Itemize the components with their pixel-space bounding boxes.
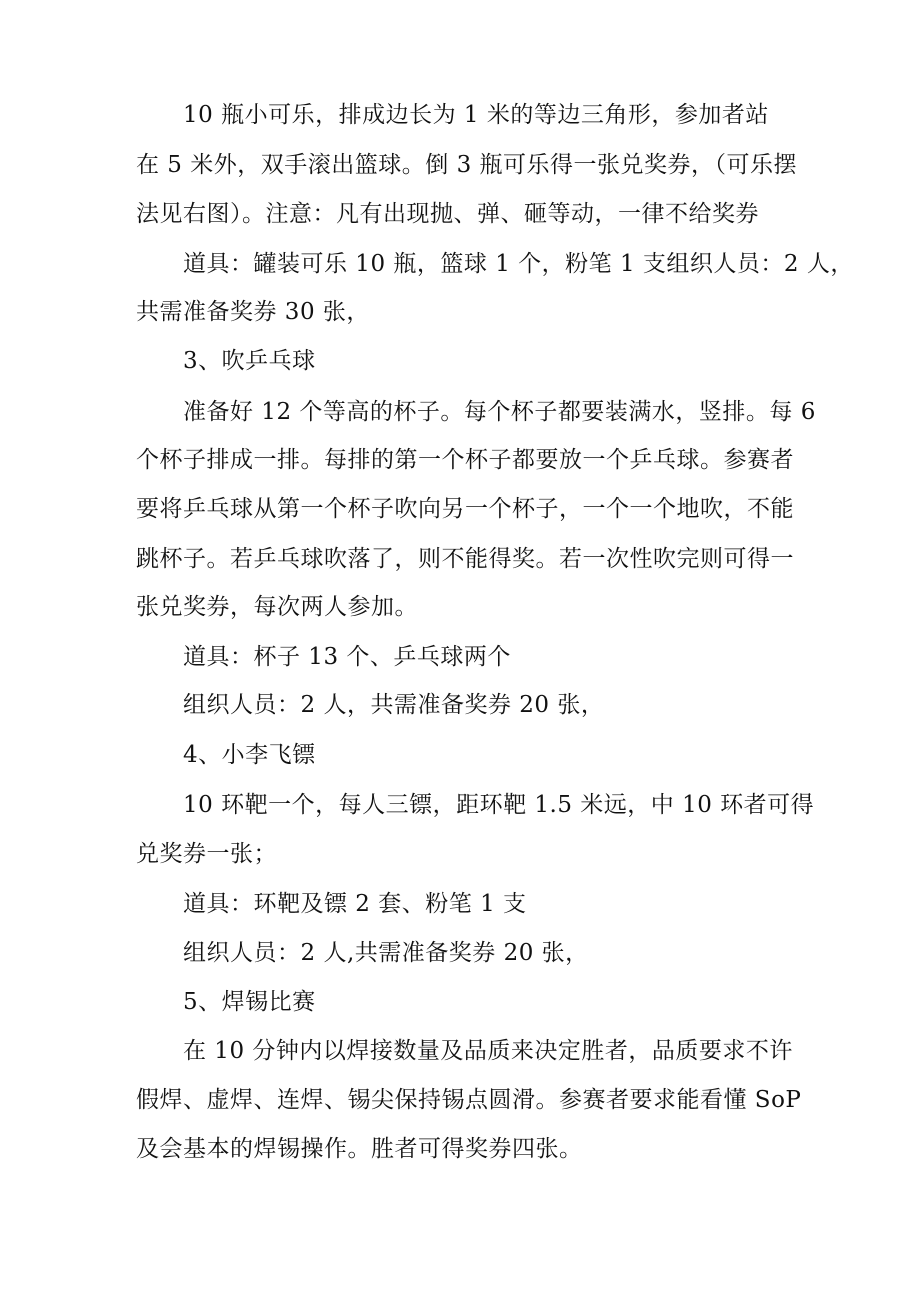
paragraph-line: 10 环靶一个，每人三镖，距环靶 1.5 米远，中 10 环者可得: [183, 792, 815, 818]
paragraph-line: 跳杯子。若乒乓球吹落了，则不能得奖。若一次性吹完则可得一: [136, 546, 794, 572]
paragraph-line: 个杯子排成一排。每排的第一个杯子都要放一个乒乓球。参赛者: [136, 447, 794, 473]
paragraph-line: 张兑奖券，每次两人参加。: [136, 594, 418, 620]
paragraph-line: 及会基本的焊锡操作。胜者可得奖券四张。: [136, 1136, 583, 1162]
paragraph-line: 道具：环靶及镖 2 套、粉笔 1 支: [183, 891, 527, 917]
paragraph-line: 10 瓶小可乐，排成边长为 1 米的等边三角形，参加者站: [183, 102, 769, 128]
paragraph-line: 准备好 12 个等高的杯子。每个杯子都要装满水，竖排。每 6: [183, 399, 816, 425]
paragraph-line: 要将乒乓球从第一个杯子吹向另一个杯子，一个一个地吹，不能: [136, 496, 794, 522]
paragraph-line: 法见右图）。注意：凡有出现抛、弹、砸等动，一律不给奖券: [136, 201, 759, 227]
paragraph-line: 组织人员：2 人,共需准备奖券 20 张，: [183, 940, 589, 966]
paragraph-line: 兑奖券一张；: [136, 841, 277, 867]
paragraph-line: 道具：杯子 13 个、乒乓球两个: [183, 644, 511, 670]
paragraph-line: 组织人员：2 人，共需准备奖券 20 张，: [183, 692, 605, 718]
section-heading: 4、小李飞镖: [183, 742, 316, 768]
section-heading: 3、吹乒乓球: [183, 348, 316, 374]
paragraph-line: 假焊、虚焊、连焊、锡尖保持锡点圆滑。参赛者要求能看懂 SoP: [136, 1087, 802, 1113]
paragraph-line: 在 5 米外，双手滚出篮球。倒 3 瓶可乐得一张兑奖券，（可乐摆: [136, 152, 798, 178]
section-heading: 5、焊锡比赛: [183, 989, 316, 1015]
paragraph-line: 共需准备奖券 30 张，: [136, 299, 370, 325]
paragraph-line: 道具：罐装可乐 10 瓶，篮球 1 个，粉笔 1 支组织人员：2 人，: [183, 251, 854, 277]
paragraph-line: 在 10 分钟内以焊接数量及品质来决定胜者，品质要求不许: [183, 1038, 793, 1064]
